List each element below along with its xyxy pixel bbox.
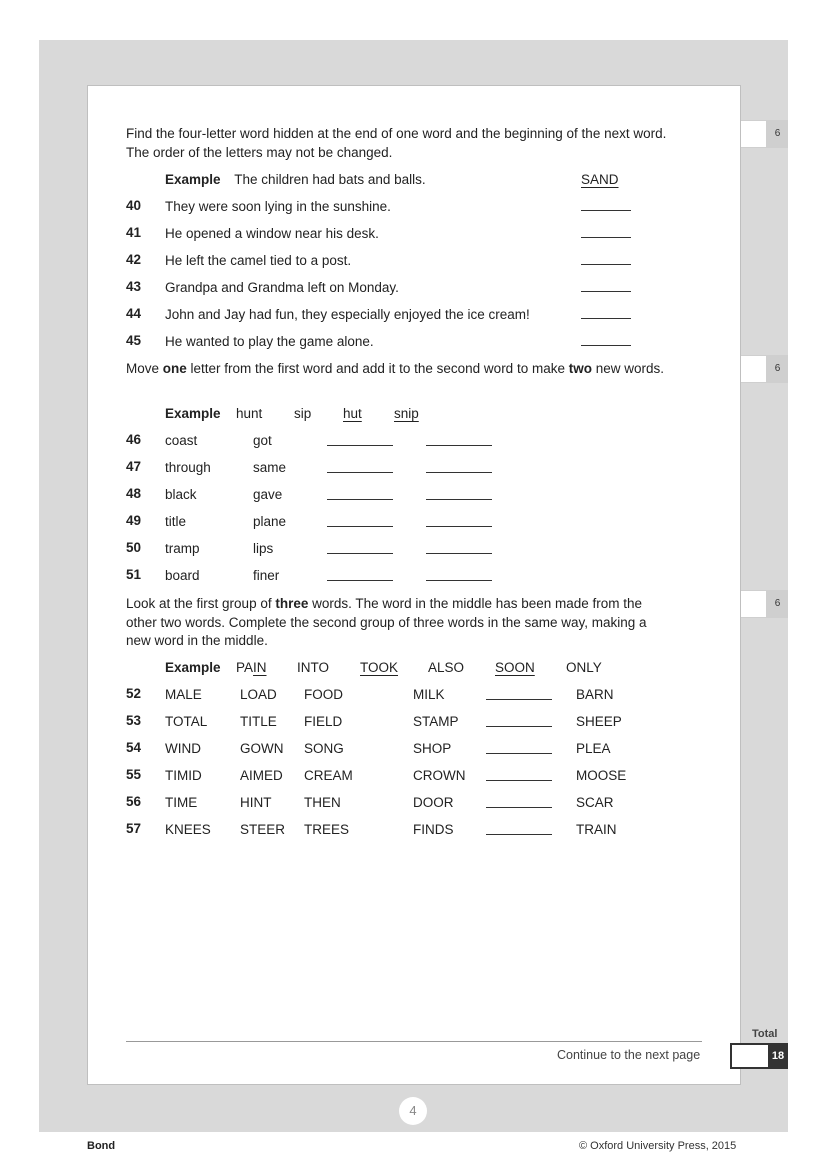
answer-line[interactable] (486, 807, 552, 808)
total-label: Total (752, 1028, 778, 1040)
example-word: ONLY (566, 660, 602, 675)
question-number: 57 (126, 821, 142, 836)
word-three: SONG (304, 741, 344, 756)
word-one: tramp (165, 541, 200, 556)
copyright: © Oxford University Press, 2015 (579, 1140, 737, 1152)
answer-line[interactable] (486, 699, 552, 700)
answer-line[interactable] (486, 726, 552, 727)
word-four: FINDS (413, 822, 454, 837)
word-five: TRAIN (576, 822, 617, 837)
example-label: Example (165, 172, 221, 187)
word-four: SHOP (413, 741, 452, 756)
question-text: He opened a window near his desk. (165, 226, 379, 241)
word-one: WIND (165, 741, 201, 756)
score-box-section3[interactable] (741, 590, 767, 618)
section3-instruction: Look at the first group of three words. The word in the middle has been made from the other two words. Complete the second group of three words in the same way, making a new word in the middle. (126, 596, 647, 648)
score-tab-section2: 6 (767, 355, 788, 383)
example-answer: SOON (495, 660, 535, 675)
example-answer: hut (343, 406, 362, 421)
example-sentence: The children had bats and balls. (234, 172, 426, 187)
word-five: SHEEP (576, 714, 622, 729)
question-text: They were soon lying in the sunshine. (165, 199, 391, 214)
word-one: KNEES (165, 822, 211, 837)
answer-line[interactable] (426, 553, 492, 554)
question-number: 45 (126, 333, 142, 348)
answer-line[interactable] (426, 499, 492, 500)
example-answer: snip (394, 406, 419, 421)
score-tab-section1: 6 (767, 120, 788, 148)
total-score-box[interactable] (730, 1043, 768, 1069)
example-label: Example (165, 406, 221, 421)
word-two: AIMED (240, 768, 283, 783)
brand-label: Bond (87, 1140, 116, 1152)
answer-line-45[interactable] (581, 345, 631, 346)
example-word: hunt (236, 406, 263, 421)
question-text: He left the camel tied to a post. (165, 253, 352, 268)
question-number: 55 (126, 767, 142, 782)
word-five: MOOSE (576, 768, 627, 783)
question-number: 43 (126, 279, 142, 294)
question-text: John and Jay had fun, they especially enjoyed the ice cream! (165, 307, 530, 322)
question-number: 52 (126, 686, 142, 701)
answer-line[interactable] (327, 472, 393, 473)
total-score-tab: 18 (768, 1043, 788, 1069)
word-one: MALE (165, 687, 202, 702)
footer-divider (126, 1041, 702, 1042)
example-answer: SAND (581, 172, 619, 187)
section2-instruction: Move one letter from the first word and add it to the second word to make two new words. (126, 361, 664, 376)
word-three: TREES (304, 822, 350, 837)
word-one: TOTAL (165, 714, 208, 729)
word-five: BARN (576, 687, 614, 702)
question-number: 44 (126, 306, 142, 321)
answer-line[interactable] (426, 580, 492, 581)
word-two: GOWN (240, 741, 284, 756)
score-box-section1[interactable] (741, 120, 767, 148)
example-answer: TOOK (360, 660, 399, 675)
question-text: He wanted to play the game alone. (165, 334, 374, 349)
word-two: finer (253, 568, 280, 583)
question-number: 53 (126, 713, 142, 728)
question-number: 48 (126, 486, 142, 501)
question-number: 46 (126, 432, 142, 447)
answer-line[interactable] (327, 499, 393, 500)
answer-line-41[interactable] (581, 237, 631, 238)
section1-instruction: Find the four-letter word hidden at the end of one word and the beginning of the next word. The order of the letters may not be changed. (126, 126, 667, 160)
word-two: STEER (240, 822, 286, 837)
example-word: PAIN (236, 660, 267, 675)
word-one: TIME (165, 795, 198, 810)
continue-text: Continue to the next page (557, 1048, 701, 1062)
word-three: THEN (304, 795, 341, 810)
question-number: 40 (126, 198, 142, 213)
page-number: 4 (399, 1097, 427, 1125)
score-tab-section3: 6 (767, 590, 788, 618)
word-two: HINT (240, 795, 272, 810)
word-two: got (253, 433, 272, 448)
answer-line[interactable] (426, 445, 492, 446)
question-number: 49 (126, 513, 142, 528)
question-number: 50 (126, 540, 142, 555)
word-two: gave (253, 487, 283, 502)
word-two: lips (253, 541, 274, 556)
section1-example (165, 171, 426, 189)
question-number: 41 (126, 225, 142, 240)
word-two: LOAD (240, 687, 277, 702)
word-three: FOOD (304, 687, 343, 702)
answer-line-40[interactable] (581, 210, 631, 211)
score-box-section2[interactable] (741, 355, 767, 383)
word-one: coast (165, 433, 198, 448)
question-number: 56 (126, 794, 142, 809)
word-four: CROWN (413, 768, 466, 783)
word-one: TIMID (165, 768, 202, 783)
word-four: DOOR (413, 795, 454, 810)
word-five: SCAR (576, 795, 614, 810)
example-word: INTO (297, 660, 330, 675)
answer-line[interactable] (327, 553, 393, 554)
answer-line[interactable] (327, 526, 393, 527)
answer-line-42[interactable] (581, 264, 631, 265)
answer-line-43[interactable] (581, 291, 631, 292)
answer-line[interactable] (426, 472, 492, 473)
word-one: title (165, 514, 187, 529)
answer-line[interactable] (486, 780, 552, 781)
word-three: CREAM (304, 768, 353, 783)
word-two: TITLE (240, 714, 277, 729)
example-label: Example (165, 660, 221, 675)
question-number: 42 (126, 252, 142, 267)
word-five: PLEA (576, 741, 611, 756)
question-text: Grandpa and Grandma left on Monday. (165, 280, 399, 295)
example-word: ALSO (428, 660, 465, 675)
question-number: 47 (126, 459, 142, 474)
word-two: same (253, 460, 287, 475)
word-four: STAMP (413, 714, 459, 729)
question-number: 51 (126, 567, 142, 582)
word-three: FIELD (304, 714, 343, 729)
word-two: plane (253, 514, 287, 529)
word-one: black (165, 487, 197, 502)
word-four: MILK (413, 687, 445, 702)
word-one: through (165, 460, 211, 475)
answer-line[interactable] (486, 834, 552, 835)
answer-line-44[interactable] (581, 318, 631, 319)
answer-line[interactable] (327, 580, 393, 581)
answer-line[interactable] (327, 445, 393, 446)
example-word: sip (294, 406, 312, 421)
word-one: board (165, 568, 200, 583)
answer-line[interactable] (426, 526, 492, 527)
question-number: 54 (126, 740, 142, 755)
answer-line[interactable] (486, 753, 552, 754)
